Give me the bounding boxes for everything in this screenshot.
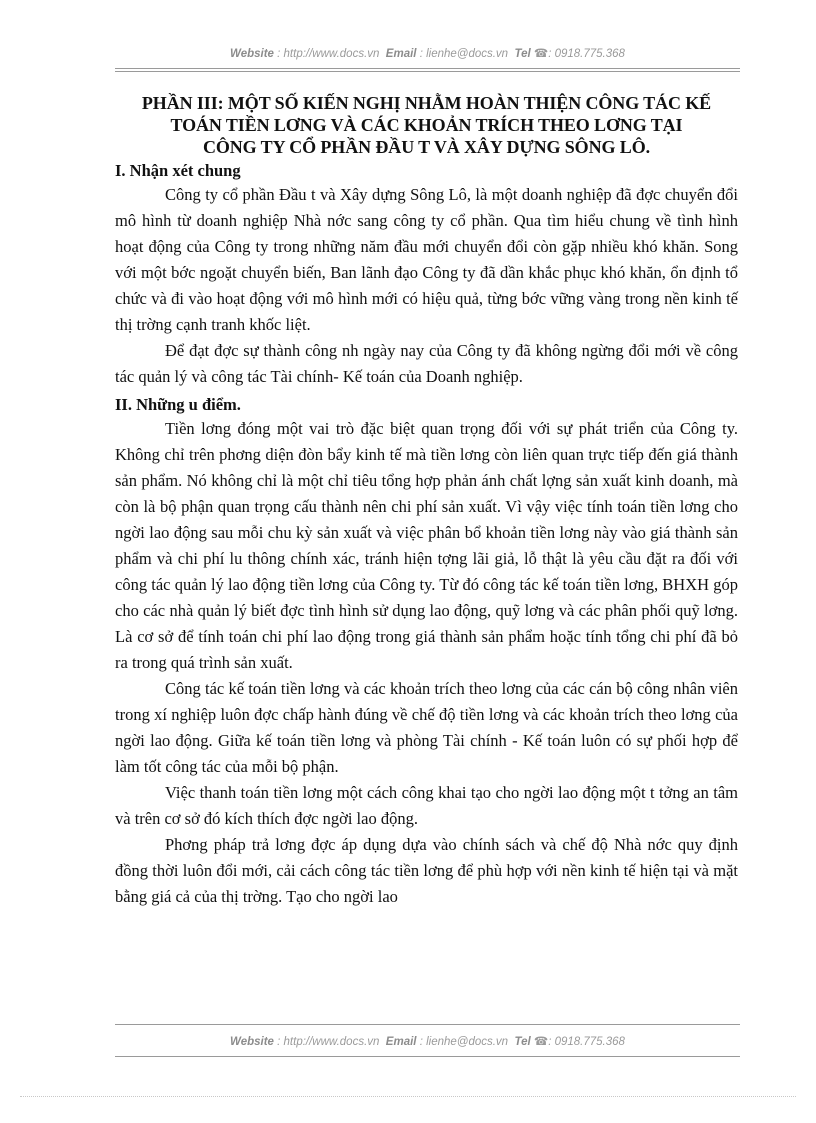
- section-heading-general-review: I. Nhận xét chung: [115, 161, 241, 180]
- phone-icon: ☎: [533, 48, 549, 60]
- page-footer: [115, 1034, 740, 1048]
- footer-divider: [115, 1056, 740, 1057]
- header-divider: [115, 68, 740, 69]
- header-website-label: Website: [230, 48, 274, 60]
- title-line: TOÁN TIỀN LƠNG VÀ CÁC KHOẢN TRÍCH THEO LƠNG TẠI: [170, 115, 683, 135]
- paragraph: Việc thanh toán tiền lơng một cách công khai tạo cho ngời lao động một t tởng an tâm và trên cơ sở đó kích thích đợc ngời lao động.: [115, 783, 738, 828]
- footer-website-label: Website: [230, 1036, 274, 1048]
- paragraph: Công ty cổ phần Đầu t và Xây dựng Sông Lô, là một doanh nghiệp đã đợc chuyển đổi mô hình từ doanh nghiệp Nhà nớc sang công ty cổ phần. Qua tìm hiểu chung về tình hình hoạt động của Công ty trong những năm đầu mới chuyển đổi còn gặp nhiều khó khăn. Song với một bớc ngoặt chuyển biến, Ban lãnh đạo Công ty đã dần khắc phục khó khăn, ổn định tổ chức và đi vào hoạt động với mô hình mới có hiệu quả, từng bớc vững vàng trong nền kinh tế thị trờng cạnh tranh khốc liệt.: [115, 185, 738, 334]
- header-tel-label: Tel: [514, 48, 531, 60]
- footer-divider: [115, 1024, 740, 1025]
- paragraph: Phơng pháp trả lơng đợc áp dụng dựa vào chính sách và chế độ Nhà nớc quy định đồng thời luôn đổi mới, cải cách công tác tiền lơng để phù hợp với nền kinh tế hiện tại và mặt bằng giá cả của thị trờng. Tạo cho ngời lao: [115, 835, 738, 906]
- document-body: [115, 92, 738, 910]
- footer-tel-label: Tel: [514, 1036, 531, 1048]
- footer-tel-value: : 0918.775.368: [548, 1036, 625, 1048]
- paragraph: Để đạt đợc sự thành công nh ngày nay của Công ty đã không ngừng đổi mới về công tác quản lý và công tác Tài chính- Kế toán của Doanh nghiệp.: [115, 341, 738, 386]
- footer-email-link[interactable]: : lienhe@docs.vn: [419, 1036, 509, 1048]
- header-tel-value: : 0918.775.368: [548, 48, 625, 60]
- footer-website-link[interactable]: : http://www.docs.vn: [277, 1036, 380, 1048]
- page-edge-divider: [20, 1096, 796, 1097]
- header-website-link[interactable]: : http://www.docs.vn: [277, 48, 380, 60]
- title-line: PHẦN III: MỘT SỐ KIẾN NGHỊ NHẰM HOÀN THIỆN CÔNG TÁC KẾ: [141, 93, 712, 113]
- title-line: CÔNG TY CỔ PHẦN ĐẦU T VÀ XÂY DỰNG SÔNG LÔ.: [202, 137, 650, 157]
- section-heading-advantages: II. Những u điểm.: [115, 395, 241, 414]
- header-email-link[interactable]: : lienhe@docs.vn: [419, 48, 509, 60]
- header-divider: [115, 71, 740, 72]
- header-email-label: Email: [385, 48, 417, 60]
- paragraph: Công tác kế toán tiền lơng và các khoản trích theo lơng của các cán bộ công nhân viên trong xí nghiệp luôn đợc chấp hành đúng về chế độ tiền lơng và các khoản trích theo lơng của ngời lao động. Giữa kế toán tiền lơng và phòng Tài chính - Kế toán luôn có sự phối hợp để làm tốt công tác của mỗi bộ phận.: [115, 679, 738, 776]
- phone-icon: ☎: [533, 1036, 549, 1048]
- paragraph: Tiền lơng đóng một vai trò đặc biệt quan trọng đối với sự phát triển của Công ty. Không chỉ trên phơng diện đòn bẩy kinh tế mà tiền lơng còn liên quan trực tiếp đến giá thành sản phẩm. Nó không chỉ là một chỉ tiêu tổng hợp phản ánh chất lợng sản xuất kinh doanh, mà còn là bộ phận quan trọng cấu thành nên chi phí sản xuất. Vì vậy việc tính toán tiền lơng cho ngời lao động sau mỗi chu kỳ sản xuất và việc phân bổ khoản tiền lơng này vào giá thành sản phẩm và chi phí lu thông chính xác, tránh hiện tợng lãi giả, lỗ thật là yêu cầu đặt ra đối với công tác quản lý lao động tiền lơng của Công ty. Từ đó công tác kế toán tiền lơng, BHXH góp cho các nhà quản lý biết đợc tình hình sử dụng lao động, quỹ lơng và các phân phối quỹ lơng. Là cơ sở để tính toán chi phí lao động trong giá thành sản phẩm hoặc tính tổng chi phí đã bỏ ra trong quá trình sản xuất.: [115, 419, 738, 672]
- footer-email-label: Email: [385, 1036, 417, 1048]
- page-header: [115, 46, 740, 60]
- page-title: [115, 92, 738, 158]
